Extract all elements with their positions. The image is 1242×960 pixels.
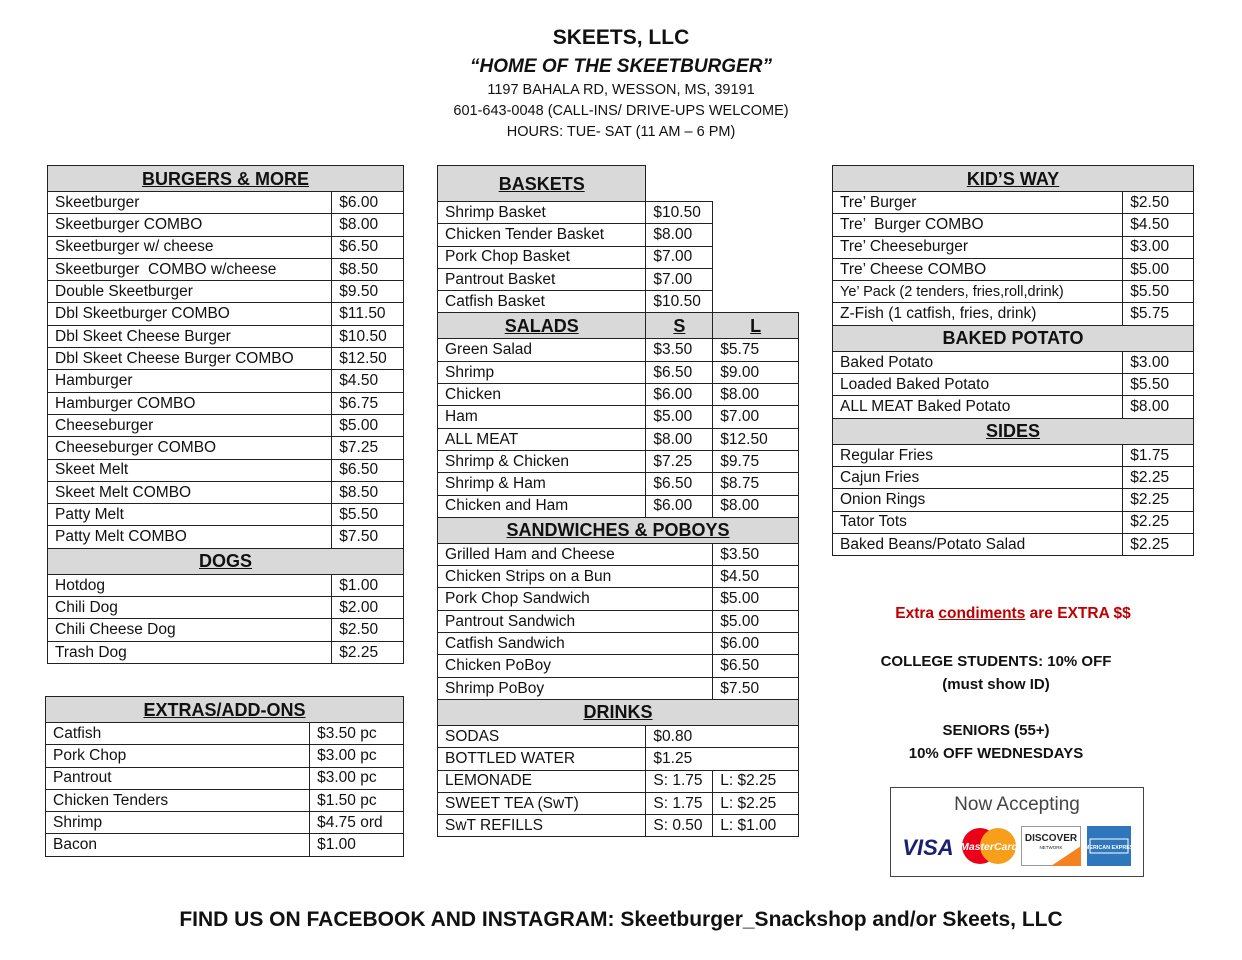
item-name: Trash Dog xyxy=(48,641,332,663)
item-price: $3.00 xyxy=(1123,351,1194,373)
menu-row xyxy=(833,236,1194,258)
menu-row xyxy=(48,526,404,548)
menu-row xyxy=(48,281,404,303)
item-price: $2.25 xyxy=(1123,489,1194,511)
menu-row xyxy=(48,437,404,459)
item-price-small: $6.50 xyxy=(646,473,713,495)
sandwiches-title: SANDWICHES & POBOYS xyxy=(438,517,799,543)
item-name: Pork Chop Sandwich xyxy=(438,588,713,610)
item-price: $7.50 xyxy=(332,526,404,548)
amex-text: AMERICAN EXPRESS xyxy=(1080,845,1138,851)
menu-row xyxy=(438,384,799,406)
item-price: $5.00 xyxy=(713,610,799,632)
menu-row xyxy=(438,406,799,428)
item-price: $3.50 pc xyxy=(310,723,404,745)
dogs-title: DOGS xyxy=(48,548,404,574)
item-name: LEMONADE xyxy=(438,770,646,792)
menu-row xyxy=(48,597,404,619)
menu-row xyxy=(48,392,404,414)
item-name: Shrimp xyxy=(438,361,646,383)
item-name: Dbl Skeet Cheese Burger xyxy=(48,325,332,347)
item-name: Bacon xyxy=(46,834,310,856)
menu-row xyxy=(438,770,799,792)
menu-row xyxy=(438,610,799,632)
college-discount xyxy=(833,650,1159,696)
item-name: Baked Beans/Potato Salad xyxy=(833,533,1123,555)
menu-row xyxy=(48,481,404,503)
item-price: $1.25 xyxy=(646,748,799,770)
item-price-large: L: $2.25 xyxy=(713,770,799,792)
item-name: Catfish Basket xyxy=(438,291,646,313)
menu-row xyxy=(48,258,404,280)
menu-row xyxy=(438,268,799,290)
item-price: $2.50 xyxy=(332,619,404,641)
menu-row xyxy=(833,444,1194,466)
menu-row xyxy=(46,767,404,789)
amex-icon xyxy=(1080,826,1138,866)
item-name: Skeetburger xyxy=(48,192,332,214)
drinks-title: DRINKS xyxy=(438,699,799,725)
item-price: $7.25 xyxy=(332,437,404,459)
menu-row xyxy=(438,543,799,565)
item-price: $3.00 pc xyxy=(310,745,404,767)
item-name: Skeetburger COMBO w/cheese xyxy=(48,258,332,280)
menu-row xyxy=(833,511,1194,533)
salads-col-l: L xyxy=(713,313,799,339)
menu-row xyxy=(438,655,799,677)
item-price: $5.00 xyxy=(1123,258,1194,280)
extras-table xyxy=(45,696,404,857)
condiments-note xyxy=(833,605,1193,623)
item-price-large: $9.75 xyxy=(713,450,799,472)
item-name: Tre’ Cheese COMBO xyxy=(833,258,1123,280)
item-price: $1.00 xyxy=(332,574,404,596)
condiments-post: are EXTRA $$ xyxy=(1025,605,1131,622)
menu-row xyxy=(48,414,404,436)
item-price: $0.80 xyxy=(646,725,799,747)
potato-title: BAKED POTATO xyxy=(833,325,1194,351)
menu-row xyxy=(438,224,799,246)
item-name: Baked Potato xyxy=(833,351,1123,373)
item-name: Skeet Melt xyxy=(48,459,332,481)
item-price-large: L: $1.00 xyxy=(713,815,799,837)
item-name: Chili Cheese Dog xyxy=(48,619,332,641)
menu-row xyxy=(438,588,799,610)
menu-row xyxy=(833,303,1194,325)
menu-row xyxy=(438,428,799,450)
item-price: $2.50 xyxy=(1123,192,1194,214)
item-name: Tre’ Cheeseburger xyxy=(833,236,1123,258)
discover-sub-text: NETWORK xyxy=(1039,845,1063,850)
phone: 601-643-0048 (CALL-INS/ DRIVE-UPS WELCOME) xyxy=(453,103,789,119)
item-price-small: S: 0.50 xyxy=(646,815,713,837)
item-name: Ham xyxy=(438,406,646,428)
menu-row xyxy=(48,504,404,526)
item-name: Cheeseburger xyxy=(48,414,332,436)
item-price: $6.00 xyxy=(713,633,799,655)
item-price: $2.25 xyxy=(1123,466,1194,488)
item-name: Tator Tots xyxy=(833,511,1123,533)
item-name: Chicken and Ham xyxy=(438,495,646,517)
item-price: $8.00 xyxy=(1123,396,1194,418)
menu-row xyxy=(438,291,799,313)
item-price: $5.50 xyxy=(1123,374,1194,396)
item-price: $10.50 xyxy=(646,202,713,224)
menu-row xyxy=(46,789,404,811)
item-price: $2.25 xyxy=(1123,533,1194,555)
extras-title: EXTRAS/ADD-ONS xyxy=(46,697,404,723)
menu-row xyxy=(48,192,404,214)
seniors-line-1: SENIORS (55+) xyxy=(942,722,1050,739)
item-name: Cajun Fries xyxy=(833,466,1123,488)
item-name: Shrimp Basket xyxy=(438,202,646,224)
menu-row xyxy=(833,281,1194,303)
college-line-2: (must show ID) xyxy=(942,676,1050,693)
senior-discount xyxy=(833,719,1159,765)
item-name: Z-Fish (1 catfish, fries, drink) xyxy=(833,303,1123,325)
menu-row xyxy=(833,192,1194,214)
item-name: Pantrout Sandwich xyxy=(438,610,713,632)
item-name: Grilled Ham and Cheese xyxy=(438,543,713,565)
item-price: $5.00 xyxy=(713,588,799,610)
item-price: $10.50 xyxy=(646,291,713,313)
item-name: Double Skeetburger xyxy=(48,281,332,303)
item-price: $4.50 xyxy=(713,566,799,588)
item-price-large: $12.50 xyxy=(713,428,799,450)
menu-row xyxy=(438,748,799,770)
item-name: Regular Fries xyxy=(833,444,1123,466)
item-price: $7.50 xyxy=(713,677,799,699)
item-price: $4.75 ord xyxy=(310,812,404,834)
item-name: Pork Chop xyxy=(46,745,310,767)
item-name: Skeetburger COMBO xyxy=(48,214,332,236)
item-name: Hamburger COMBO xyxy=(48,392,332,414)
item-price: $6.50 xyxy=(713,655,799,677)
item-name: Shrimp xyxy=(46,812,310,834)
item-price: $7.00 xyxy=(646,268,713,290)
item-price-small: $6.00 xyxy=(646,495,713,517)
visa-text: VISA xyxy=(902,835,954,860)
menu-row xyxy=(438,450,799,472)
item-price: $1.75 xyxy=(1123,444,1194,466)
menu-row xyxy=(833,258,1194,280)
item-price: $2.25 xyxy=(332,641,404,663)
item-price-small: $7.25 xyxy=(646,450,713,472)
menu-row xyxy=(438,792,799,814)
item-name: Dbl Skeetburger COMBO xyxy=(48,303,332,325)
salads-col-s: S xyxy=(646,313,713,339)
baskets-title: BASKETS xyxy=(438,166,646,202)
item-price: $2.00 xyxy=(332,597,404,619)
item-name: Ye’ Pack (2 tenders, fries,roll,drink) xyxy=(833,281,1123,303)
salads-title: SALADS xyxy=(438,313,646,339)
burgers-table xyxy=(47,165,404,664)
item-name: Pork Chop Basket xyxy=(438,246,646,268)
menu-row xyxy=(438,725,799,747)
item-name: Shrimp & Chicken xyxy=(438,450,646,472)
item-name: Catfish Sandwich xyxy=(438,633,713,655)
payment-cards xyxy=(890,787,1144,877)
menu-row xyxy=(438,495,799,517)
item-name: Skeetburger w/ cheese xyxy=(48,236,332,258)
item-name: Loaded Baked Potato xyxy=(833,374,1123,396)
menu-row xyxy=(833,489,1194,511)
menu-row xyxy=(46,812,404,834)
menu-row xyxy=(48,641,404,663)
menu-row xyxy=(833,396,1194,418)
kids-title: KID’S WAY xyxy=(833,166,1194,192)
item-price: $8.50 xyxy=(332,258,404,280)
item-name: Hotdog xyxy=(48,574,332,596)
menu-row xyxy=(438,361,799,383)
item-price: $4.50 xyxy=(1123,214,1194,236)
item-price-small: $8.00 xyxy=(646,428,713,450)
item-name: Chicken xyxy=(438,384,646,406)
item-price-small: $6.50 xyxy=(646,361,713,383)
item-name: Chicken Strips on a Bun xyxy=(438,566,713,588)
item-name: Hamburger xyxy=(48,370,332,392)
item-price: $3.00 pc xyxy=(310,767,404,789)
item-name: BOTTLED WATER xyxy=(438,748,646,770)
menu-row xyxy=(48,619,404,641)
item-name: SWEET TEA (SwT) xyxy=(438,792,646,814)
item-name: Tre’ Burger xyxy=(833,192,1123,214)
menu-row xyxy=(438,473,799,495)
item-price: $3.50 xyxy=(713,543,799,565)
item-name: Skeet Melt COMBO xyxy=(48,481,332,503)
item-price: $10.50 xyxy=(332,325,404,347)
menu-row xyxy=(48,574,404,596)
item-price: $9.50 xyxy=(332,281,404,303)
burgers-title: BURGERS & MORE xyxy=(48,166,404,192)
item-name: ALL MEAT Baked Potato xyxy=(833,396,1123,418)
item-name: Shrimp & Ham xyxy=(438,473,646,495)
menu-row xyxy=(48,236,404,258)
item-price: $8.00 xyxy=(646,224,713,246)
item-price: $11.50 xyxy=(332,303,404,325)
item-price: $6.00 xyxy=(332,192,404,214)
item-price-small: S: 1.75 xyxy=(646,770,713,792)
menu-row xyxy=(833,533,1194,555)
right-table xyxy=(832,165,1194,556)
item-price: $5.50 xyxy=(332,504,404,526)
item-name: Shrimp PoBoy xyxy=(438,677,713,699)
item-name: Patty Melt COMBO xyxy=(48,526,332,548)
item-price: $6.75 xyxy=(332,392,404,414)
item-price-large: $8.75 xyxy=(713,473,799,495)
discover-icon xyxy=(1021,826,1081,866)
menu-row xyxy=(48,325,404,347)
menu-row xyxy=(46,834,404,856)
menu-row xyxy=(438,815,799,837)
menu-row xyxy=(46,723,404,745)
item-price: $12.50 xyxy=(332,348,404,370)
item-price-large: $5.75 xyxy=(713,339,799,361)
item-name: Patty Melt xyxy=(48,504,332,526)
menu-row xyxy=(48,459,404,481)
item-price-large: $9.00 xyxy=(713,361,799,383)
item-price: $6.50 xyxy=(332,459,404,481)
item-name: SODAS xyxy=(438,725,646,747)
menu-row xyxy=(438,633,799,655)
item-price: $5.75 xyxy=(1123,303,1194,325)
item-name: Green Salad xyxy=(438,339,646,361)
menu-row xyxy=(48,303,404,325)
item-name: Catfish xyxy=(46,723,310,745)
menu-row xyxy=(438,246,799,268)
discover-text: DISCOVER xyxy=(1024,833,1078,844)
visa-icon xyxy=(899,826,957,866)
item-name: Chicken Tender Basket xyxy=(438,224,646,246)
item-name: Tre’ Burger COMBO xyxy=(833,214,1123,236)
item-name: Dbl Skeet Cheese Burger COMBO xyxy=(48,348,332,370)
item-price: $8.00 xyxy=(332,214,404,236)
item-price-large: L: $2.25 xyxy=(713,792,799,814)
item-price: $1.50 pc xyxy=(310,789,404,811)
condiments-pre: Extra xyxy=(895,605,939,622)
college-line-1: COLLEGE STUDENTS: 10% OFF xyxy=(880,653,1112,670)
item-price-small: S: 1.75 xyxy=(646,792,713,814)
item-price-large: $8.00 xyxy=(713,495,799,517)
item-name: Chili Dog xyxy=(48,597,332,619)
item-name: Cheeseburger COMBO xyxy=(48,437,332,459)
social-footer: FIND US ON FACEBOOK AND INSTAGRAM: Skeetburger_Snackshop and/or Skeets, LLC xyxy=(179,908,1063,931)
sides-title: SIDES xyxy=(833,418,1194,444)
menu-row xyxy=(833,214,1194,236)
item-price: $5.50 xyxy=(1123,281,1194,303)
item-name: Chicken Tenders xyxy=(46,789,310,811)
item-price: $3.00 xyxy=(1123,236,1194,258)
business-name: SKEETS, LLC xyxy=(552,26,690,49)
menu-row xyxy=(46,745,404,767)
item-price-large: $7.00 xyxy=(713,406,799,428)
item-price: $8.50 xyxy=(332,481,404,503)
menu-row xyxy=(48,370,404,392)
item-name: ALL MEAT xyxy=(438,428,646,450)
item-price-small: $6.00 xyxy=(646,384,713,406)
mastercard-icon xyxy=(959,826,1019,866)
item-name: Onion Rings xyxy=(833,489,1123,511)
condiments-word: condiments xyxy=(938,605,1026,622)
item-price-large: $8.00 xyxy=(713,384,799,406)
menu-row xyxy=(833,466,1194,488)
seniors-line-2: 10% OFF WEDNESDAYS xyxy=(908,745,1084,762)
item-name: Chicken PoBoy xyxy=(438,655,713,677)
slogan: “HOME OF THE SKEETBURGER” xyxy=(470,56,772,77)
item-price: $5.00 xyxy=(332,414,404,436)
item-name: Pantrout Basket xyxy=(438,268,646,290)
address: 1197 BAHALA RD, WESSON, MS, 39191 xyxy=(487,82,755,98)
item-price: $4.50 xyxy=(332,370,404,392)
item-price: $6.50 xyxy=(332,236,404,258)
menu-row xyxy=(48,214,404,236)
item-price: $1.00 xyxy=(310,834,404,856)
hours: HOURS: TUE- SAT (11 AM – 6 PM) xyxy=(506,124,736,140)
menu-row xyxy=(438,202,799,224)
item-name: SwT REFILLS xyxy=(438,815,646,837)
item-price-small: $5.00 xyxy=(646,406,713,428)
now-accepting: Now Accepting xyxy=(954,794,1080,815)
menu-row xyxy=(48,348,404,370)
menu-row xyxy=(833,351,1194,373)
item-price: $7.00 xyxy=(646,246,713,268)
menu-row xyxy=(833,374,1194,396)
item-name: Pantrout xyxy=(46,767,310,789)
item-price: $2.25 xyxy=(1123,511,1194,533)
item-price-small: $3.50 xyxy=(646,339,713,361)
mastercard-text: MasterCard xyxy=(960,841,1018,853)
menu-row xyxy=(438,677,799,699)
middle-table xyxy=(437,165,799,837)
menu-row xyxy=(438,339,799,361)
menu-row xyxy=(438,566,799,588)
